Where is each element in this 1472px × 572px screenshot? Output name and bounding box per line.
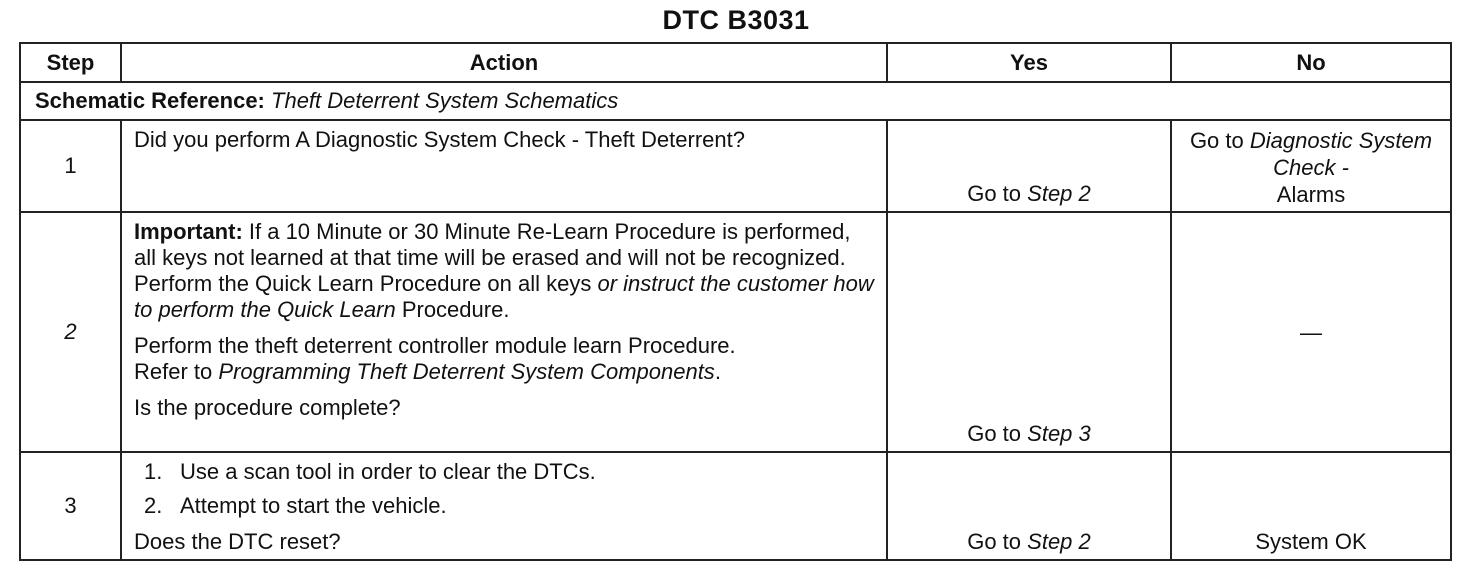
- yes-step-link[interactable]: Step 2: [1027, 529, 1091, 554]
- no-cell: —: [1171, 212, 1451, 452]
- table-row: [20, 120, 1451, 212]
- header-yes: Yes: [887, 43, 1171, 82]
- header-action: Action: [121, 43, 887, 82]
- action-cell: [121, 212, 887, 452]
- no-cell: System OK: [1171, 452, 1451, 560]
- important-note: Important: If a 10 Minute or 30 Minute Re-Learn Procedure is performed, all keys not learned at that time will be erased and will not be recognized. Perform the Quick Learn Procedure on all keys or instruct the customer how to perform the Quick Learn Procedure.: [134, 219, 874, 322]
- action-question: Did you perform A Diagnostic System Check - Theft Deterrent?: [134, 127, 745, 152]
- header-row: [20, 43, 1451, 82]
- schematic-reference: [20, 82, 1451, 120]
- header-no: No: [1171, 43, 1451, 82]
- reference-label: Schematic Reference:: [35, 88, 265, 113]
- yes-step-link[interactable]: Step 2: [1027, 181, 1091, 206]
- no-prefix: Go to: [1189, 128, 1244, 153]
- step-number: 2: [20, 212, 121, 452]
- diagnostic-table: [19, 42, 1452, 561]
- table-row: [20, 212, 1451, 452]
- programming-link[interactable]: Programming Theft Deterrent System Components: [218, 359, 715, 384]
- step-number: 1: [20, 120, 121, 212]
- step-number: 3: [20, 452, 121, 560]
- action-cell: [121, 120, 887, 212]
- action-question: Does the DTC reset?: [134, 529, 341, 554]
- yes-cell: [887, 212, 1171, 452]
- yes-prefix: Go to: [967, 529, 1022, 554]
- list-item: 2. Attempt to start the vehicle.: [144, 493, 447, 518]
- reference-link[interactable]: Theft Deterrent System Schematics: [271, 88, 619, 113]
- header-step: Step: [20, 43, 121, 82]
- action-question: Is the procedure complete?: [134, 395, 401, 420]
- table-row: [20, 452, 1451, 560]
- yes-cell: [887, 120, 1171, 212]
- yes-prefix: Go to: [967, 181, 1022, 206]
- list-item: 1. Use a scan tool in order to clear the DTCs.: [144, 459, 596, 484]
- action-instruction: Perform the theft deterrent controller module learn Procedure. Refer to Programming Theft Deterrent System Components.: [134, 333, 736, 384]
- no-diagnostic-link[interactable]: Diagnostic System Check -: [1249, 128, 1433, 180]
- important-label: Important:: [134, 219, 243, 244]
- schematic-reference-row: [20, 82, 1451, 120]
- yes-prefix: Go to: [967, 421, 1022, 446]
- no-suffix: Alarms: [1276, 182, 1346, 207]
- yes-step-link[interactable]: Step 3: [1027, 421, 1091, 446]
- yes-cell: [887, 452, 1171, 560]
- no-cell: [1171, 120, 1451, 212]
- page-title: DTC B3031: [662, 5, 810, 35]
- action-cell: [121, 452, 887, 560]
